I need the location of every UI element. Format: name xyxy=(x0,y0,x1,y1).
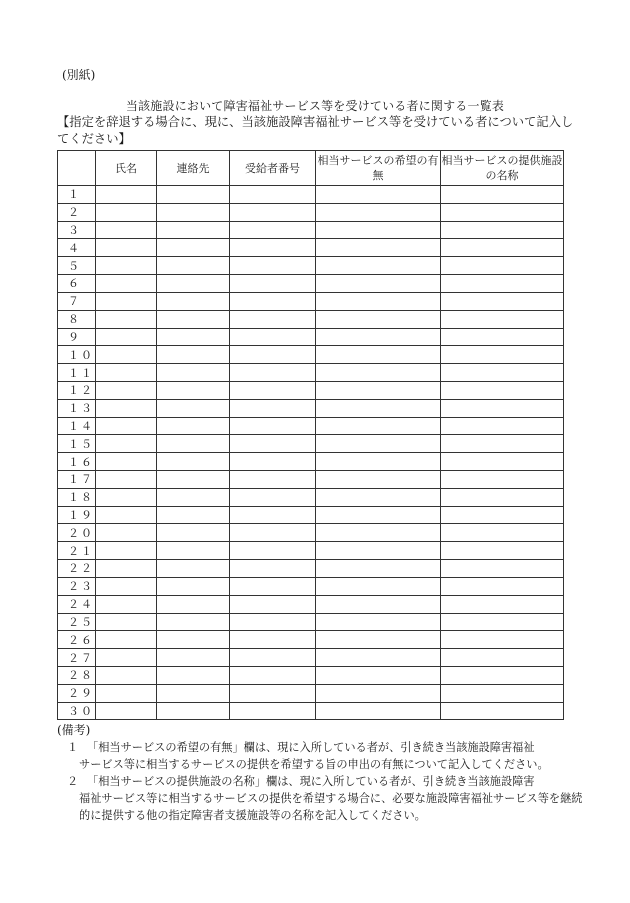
cell-name[interactable] xyxy=(96,684,157,702)
header-recipient-number: 受給者番号 xyxy=(230,151,316,186)
cell-service-preference[interactable] xyxy=(316,560,441,578)
row-number: ２５ xyxy=(58,613,96,631)
table-row xyxy=(58,524,564,542)
cell-service-preference[interactable] xyxy=(316,542,441,560)
cell-provider-facility[interactable] xyxy=(441,186,564,204)
cell-name[interactable] xyxy=(96,346,157,364)
cell-provider-facility[interactable] xyxy=(441,524,564,542)
row-number: ４ xyxy=(58,239,96,257)
cell-name[interactable] xyxy=(96,631,157,649)
cell-recipient-number[interactable] xyxy=(230,595,316,613)
cell-service-preference[interactable] xyxy=(316,524,441,542)
row-number: ８ xyxy=(58,310,96,328)
cell-service-preference[interactable] xyxy=(316,595,441,613)
cell-name[interactable] xyxy=(96,524,157,542)
table-row xyxy=(58,346,564,364)
table-row xyxy=(58,453,564,471)
cell-provider-facility[interactable] xyxy=(441,471,564,489)
header-provider-facility: 相当サービスの提供施設の名称 xyxy=(441,151,564,186)
table-row xyxy=(58,702,564,720)
cell-name[interactable] xyxy=(96,506,157,524)
cell-provider-facility[interactable] xyxy=(441,702,564,720)
cell-contact[interactable] xyxy=(157,381,230,399)
cell-name[interactable] xyxy=(96,186,157,204)
cell-contact[interactable] xyxy=(157,542,230,560)
table-row xyxy=(58,275,564,293)
cell-recipient-number[interactable] xyxy=(230,186,316,204)
table-row xyxy=(58,613,564,631)
cell-name[interactable] xyxy=(96,471,157,489)
row-number: ２３ xyxy=(58,577,96,595)
cell-provider-facility[interactable] xyxy=(441,399,564,417)
cell-contact[interactable] xyxy=(157,221,230,239)
table-row xyxy=(58,417,564,435)
cell-contact[interactable] xyxy=(157,702,230,720)
row-number: １ xyxy=(58,186,96,204)
cell-contact[interactable] xyxy=(157,666,230,684)
cell-service-preference[interactable] xyxy=(316,649,441,667)
table-row xyxy=(58,292,564,310)
cell-provider-facility[interactable] xyxy=(441,275,564,293)
table-row xyxy=(58,257,564,275)
cell-contact[interactable] xyxy=(157,684,230,702)
cell-provider-facility[interactable] xyxy=(441,257,564,275)
table-row xyxy=(58,666,564,684)
cell-provider-facility[interactable] xyxy=(441,666,564,684)
cell-contact[interactable] xyxy=(157,649,230,667)
table-row xyxy=(58,381,564,399)
cell-name[interactable] xyxy=(96,435,157,453)
cell-service-preference[interactable] xyxy=(316,488,441,506)
cell-contact[interactable] xyxy=(157,506,230,524)
cell-contact[interactable] xyxy=(157,203,230,221)
cell-name[interactable] xyxy=(96,595,157,613)
table-row xyxy=(58,328,564,346)
cell-recipient-number[interactable] xyxy=(230,524,316,542)
table-row xyxy=(58,649,564,667)
roster-table xyxy=(57,150,564,720)
table-row xyxy=(58,506,564,524)
cell-recipient-number[interactable] xyxy=(230,649,316,667)
cell-contact[interactable] xyxy=(157,257,230,275)
row-number: １７ xyxy=(58,471,96,489)
cell-recipient-number[interactable] xyxy=(230,435,316,453)
header-service-preference: 相当サービスの希望の有無 xyxy=(316,151,441,186)
cell-provider-facility[interactable] xyxy=(441,292,564,310)
cell-contact[interactable] xyxy=(157,524,230,542)
cell-name[interactable] xyxy=(96,310,157,328)
cell-recipient-number[interactable] xyxy=(230,399,316,417)
row-number: ２１ xyxy=(58,542,96,560)
cell-recipient-number[interactable] xyxy=(230,488,316,506)
table-row xyxy=(58,577,564,595)
cell-provider-facility[interactable] xyxy=(441,542,564,560)
cell-contact[interactable] xyxy=(157,399,230,417)
cell-name[interactable] xyxy=(96,453,157,471)
cell-service-preference[interactable] xyxy=(316,186,441,204)
cell-contact[interactable] xyxy=(157,328,230,346)
cell-contact[interactable] xyxy=(157,471,230,489)
cell-service-preference[interactable] xyxy=(316,684,441,702)
cell-recipient-number[interactable] xyxy=(230,346,316,364)
cell-provider-facility[interactable] xyxy=(441,649,564,667)
cell-contact[interactable] xyxy=(157,577,230,595)
cell-service-preference[interactable] xyxy=(316,328,441,346)
cell-provider-facility[interactable] xyxy=(441,381,564,399)
cell-service-preference[interactable] xyxy=(316,381,441,399)
cell-contact[interactable] xyxy=(157,292,230,310)
cell-service-preference[interactable] xyxy=(316,666,441,684)
cell-recipient-number[interactable] xyxy=(230,381,316,399)
cell-service-preference[interactable] xyxy=(316,346,441,364)
cell-provider-facility[interactable] xyxy=(441,346,564,364)
cell-provider-facility[interactable] xyxy=(441,435,564,453)
cell-recipient-number[interactable] xyxy=(230,506,316,524)
cell-service-preference[interactable] xyxy=(316,221,441,239)
cell-contact[interactable] xyxy=(157,613,230,631)
row-number: １５ xyxy=(58,435,96,453)
cell-recipient-number[interactable] xyxy=(230,702,316,720)
cell-name[interactable] xyxy=(96,702,157,720)
cell-recipient-number[interactable] xyxy=(230,364,316,382)
cell-service-preference[interactable] xyxy=(316,310,441,328)
row-number: ７ xyxy=(58,292,96,310)
row-number: ２ xyxy=(58,203,96,221)
cell-contact[interactable] xyxy=(157,239,230,257)
cell-recipient-number[interactable] xyxy=(230,310,316,328)
cell-name[interactable] xyxy=(96,577,157,595)
row-number: ２８ xyxy=(58,666,96,684)
cell-name[interactable] xyxy=(96,381,157,399)
row-number: ２０ xyxy=(58,524,96,542)
cell-name[interactable] xyxy=(96,649,157,667)
row-number: ３ xyxy=(58,221,96,239)
cell-service-preference[interactable] xyxy=(316,577,441,595)
table-header-row xyxy=(58,151,564,186)
cell-name[interactable] xyxy=(96,221,157,239)
cell-recipient-number[interactable] xyxy=(230,666,316,684)
row-number: ９ xyxy=(58,328,96,346)
header-number xyxy=(58,151,96,186)
cell-name[interactable] xyxy=(96,239,157,257)
remark-text: 「相当サービスの希望の有無」欄は、現に入所している者が、引き続き当該施設障害福祉 xyxy=(87,741,535,754)
row-number: １８ xyxy=(58,488,96,506)
row-number: １３ xyxy=(58,399,96,417)
cell-provider-facility[interactable] xyxy=(441,310,564,328)
cell-service-preference[interactable] xyxy=(316,435,441,453)
cell-service-preference[interactable] xyxy=(316,399,441,417)
row-number: ２７ xyxy=(58,649,96,667)
row-number: １９ xyxy=(58,506,96,524)
remark-item-2 xyxy=(67,773,592,824)
row-number: １１ xyxy=(58,364,96,382)
cell-recipient-number[interactable] xyxy=(230,257,316,275)
document-title: 当該施設において障害福祉サービス等を受けている者に関する一覧表 xyxy=(125,99,505,113)
cell-provider-facility[interactable] xyxy=(441,417,564,435)
cell-provider-facility[interactable] xyxy=(441,613,564,631)
table-row xyxy=(58,471,564,489)
cell-provider-facility[interactable] xyxy=(441,239,564,257)
cell-name[interactable] xyxy=(96,292,157,310)
cell-service-preference[interactable] xyxy=(316,453,441,471)
cell-service-preference[interactable] xyxy=(316,364,441,382)
cell-contact[interactable] xyxy=(157,186,230,204)
table-row xyxy=(58,364,564,382)
cell-contact[interactable] xyxy=(157,595,230,613)
cell-name[interactable] xyxy=(96,488,157,506)
cell-service-preference[interactable] xyxy=(316,203,441,221)
cell-provider-facility[interactable] xyxy=(441,631,564,649)
remark-text: 「相当サービスの提供施設の名称」欄は、現に入所している者が、引き続き当該施設障害 xyxy=(87,775,535,788)
cell-recipient-number[interactable] xyxy=(230,577,316,595)
cell-provider-facility[interactable] xyxy=(441,221,564,239)
cell-service-preference[interactable] xyxy=(316,239,441,257)
row-number: １４ xyxy=(58,417,96,435)
cell-contact[interactable] xyxy=(157,560,230,578)
table-row xyxy=(58,595,564,613)
table-row xyxy=(58,488,564,506)
cell-contact[interactable] xyxy=(157,346,230,364)
table-row xyxy=(58,203,564,221)
table-row xyxy=(58,560,564,578)
remark-item-1 xyxy=(67,739,592,773)
cell-name[interactable] xyxy=(96,613,157,631)
cell-provider-facility[interactable] xyxy=(441,203,564,221)
cell-service-preference[interactable] xyxy=(316,613,441,631)
cell-service-preference[interactable] xyxy=(316,275,441,293)
cell-provider-facility[interactable] xyxy=(441,595,564,613)
cell-provider-facility[interactable] xyxy=(441,506,564,524)
cell-recipient-number[interactable] xyxy=(230,328,316,346)
row-number: １０ xyxy=(58,346,96,364)
cell-provider-facility[interactable] xyxy=(441,488,564,506)
table-row xyxy=(58,399,564,417)
cell-contact[interactable] xyxy=(157,631,230,649)
table-row xyxy=(58,186,564,204)
cell-recipient-number[interactable] xyxy=(230,203,316,221)
cell-contact[interactable] xyxy=(157,488,230,506)
row-number: ２４ xyxy=(58,595,96,613)
header-name: 氏名 xyxy=(96,151,157,186)
cell-recipient-number[interactable] xyxy=(230,631,316,649)
cell-name[interactable] xyxy=(96,275,157,293)
row-number: ３０ xyxy=(58,702,96,720)
cell-recipient-number[interactable] xyxy=(230,453,316,471)
cell-provider-facility[interactable] xyxy=(441,364,564,382)
cell-name[interactable] xyxy=(96,203,157,221)
table-row xyxy=(58,631,564,649)
cell-service-preference[interactable] xyxy=(316,702,441,720)
cell-service-preference[interactable] xyxy=(316,292,441,310)
row-number: １６ xyxy=(58,453,96,471)
cell-recipient-number[interactable] xyxy=(230,239,316,257)
table-row xyxy=(58,435,564,453)
cell-contact[interactable] xyxy=(157,275,230,293)
header-contact: 連絡先 xyxy=(157,151,230,186)
table-row xyxy=(58,239,564,257)
cell-recipient-number[interactable] xyxy=(230,221,316,239)
cell-name[interactable] xyxy=(96,417,157,435)
remark-text-continued: サービス等に相当するサービスの提供を希望する旨の申出の有無について記入してください。 xyxy=(79,758,549,771)
cell-provider-facility[interactable] xyxy=(441,684,564,702)
cell-recipient-number[interactable] xyxy=(230,471,316,489)
cell-recipient-number[interactable] xyxy=(230,417,316,435)
remark-number: １ xyxy=(67,741,79,754)
attachment-label: (別紙) xyxy=(62,68,96,82)
cell-contact[interactable] xyxy=(157,310,230,328)
cell-name[interactable] xyxy=(96,399,157,417)
cell-recipient-number[interactable] xyxy=(230,613,316,631)
cell-name[interactable] xyxy=(96,364,157,382)
cell-recipient-number[interactable] xyxy=(230,684,316,702)
row-number: ６ xyxy=(58,275,96,293)
table-row xyxy=(58,221,564,239)
cell-provider-facility[interactable] xyxy=(441,560,564,578)
cell-recipient-number[interactable] xyxy=(230,275,316,293)
cell-provider-facility[interactable] xyxy=(441,453,564,471)
cell-contact[interactable] xyxy=(157,364,230,382)
table-row xyxy=(58,310,564,328)
remark-text-continued: 福祉サービス等に相当するサービスの提供を希望する場合に、必要な施設障害福祉サービス等を継続的に提供する他の指定障害者支援施設等の名称を記入してください。 xyxy=(79,792,583,822)
cell-contact[interactable] xyxy=(157,435,230,453)
row-number: ２９ xyxy=(58,684,96,702)
row-number: １２ xyxy=(58,381,96,399)
row-number: ２６ xyxy=(58,631,96,649)
cell-name[interactable] xyxy=(96,257,157,275)
cell-name[interactable] xyxy=(96,542,157,560)
remarks-heading: (備考) xyxy=(57,723,91,737)
cell-recipient-number[interactable] xyxy=(230,292,316,310)
cell-name[interactable] xyxy=(96,560,157,578)
roster-body xyxy=(58,186,564,720)
cell-service-preference[interactable] xyxy=(316,631,441,649)
cell-name[interactable] xyxy=(96,666,157,684)
cell-provider-facility[interactable] xyxy=(441,577,564,595)
cell-service-preference[interactable] xyxy=(316,506,441,524)
cell-service-preference[interactable] xyxy=(316,417,441,435)
cell-recipient-number[interactable] xyxy=(230,542,316,560)
cell-contact[interactable] xyxy=(157,453,230,471)
row-number: ５ xyxy=(58,257,96,275)
cell-contact[interactable] xyxy=(157,417,230,435)
table-row xyxy=(58,684,564,702)
table-row xyxy=(58,542,564,560)
cell-service-preference[interactable] xyxy=(316,257,441,275)
cell-name[interactable] xyxy=(96,328,157,346)
cell-service-preference[interactable] xyxy=(316,471,441,489)
row-number: ２２ xyxy=(58,560,96,578)
remark-number: ２ xyxy=(67,775,79,788)
cell-recipient-number[interactable] xyxy=(230,560,316,578)
cell-provider-facility[interactable] xyxy=(441,328,564,346)
instruction-text: 【指定を辞退する場合に、現に、当該施設障害福祉サービス等を受けている者について記入してください】 xyxy=(57,115,574,146)
